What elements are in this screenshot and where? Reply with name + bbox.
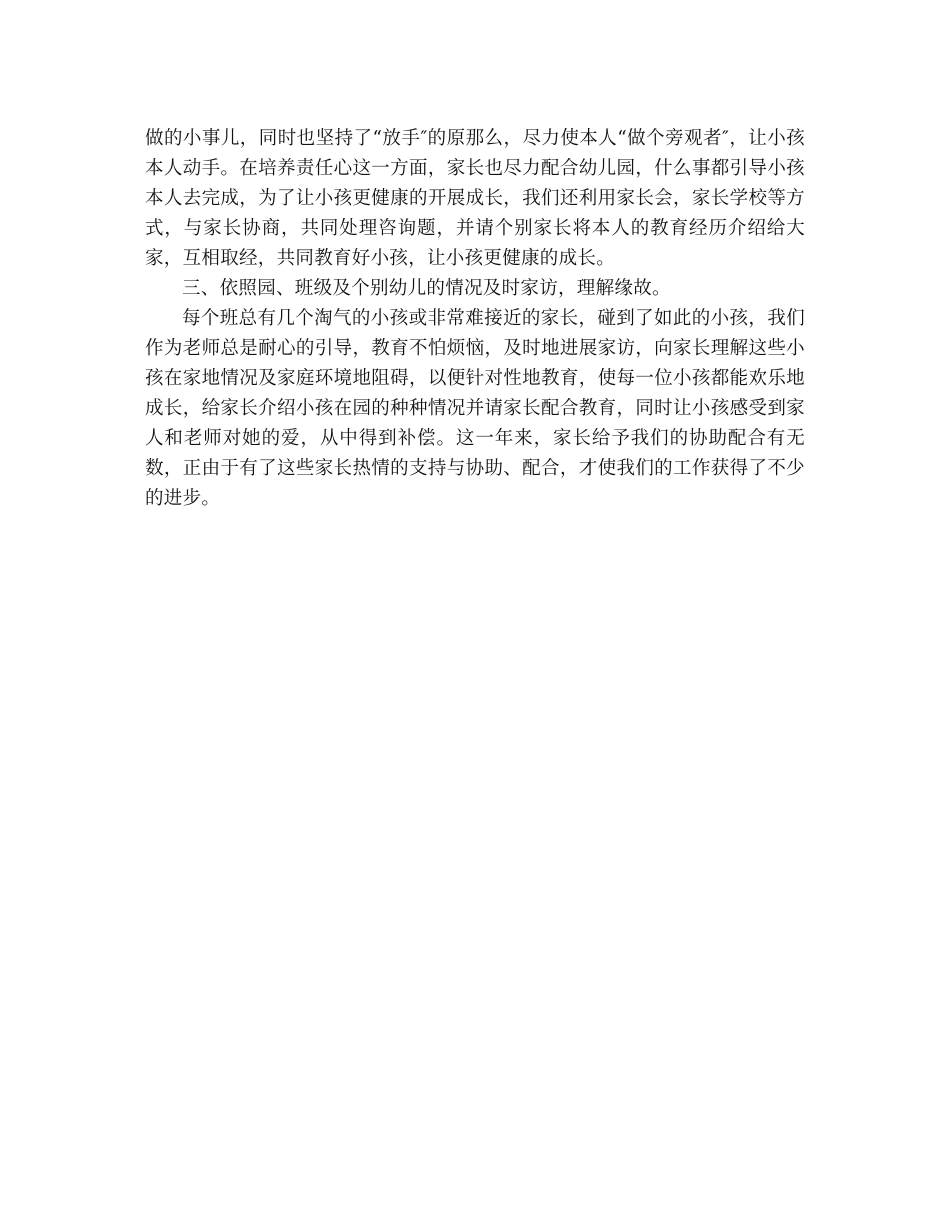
paragraph-continuation: 做的小事儿，同时也坚持了“放手″的原那么，尽力使本人“做个旁观者″，让小孩本人动手。在培养责任心这一方面，家长也尽力配合幼儿园，什么事都引导小孩本人去完成，为了让小孩更健康的开展成长，我们还利用家长会，家长学校等方式，与家长协商，共同处理咨询题，并请个别家长将本人的教育经历介绍给大家，互相取经，共同教育好小孩，让小孩更健康的成长。 [145,128,805,269]
paragraph-home-visits: 每个班总有几个淘气的小孩或非常难接近的家长，碰到了如此的小孩，我们作为老师总是耐心的引导，教育不怕烦恼，及时地进展家访，向家长理解这些小孩在家地情况及家庭环境地阻碍，以便针对性地教育，使每一位小孩都能欢乐地成长，给家长介绍小孩在园的种种情况并请家长配合教育，同时让小孩感受到家人和老师对她的爱，从中得到补偿。这一年来，家长给予我们的协助配合有无数，正由于有了这些家长热情的支持与协助、配合，才使我们的工作获得了不少的进步。 [145,308,805,509]
section-heading-three: 三、依照园、班级及个别幼儿的情况及时家访，理解缘故。 [182,278,671,299]
document-body [145,124,805,514]
